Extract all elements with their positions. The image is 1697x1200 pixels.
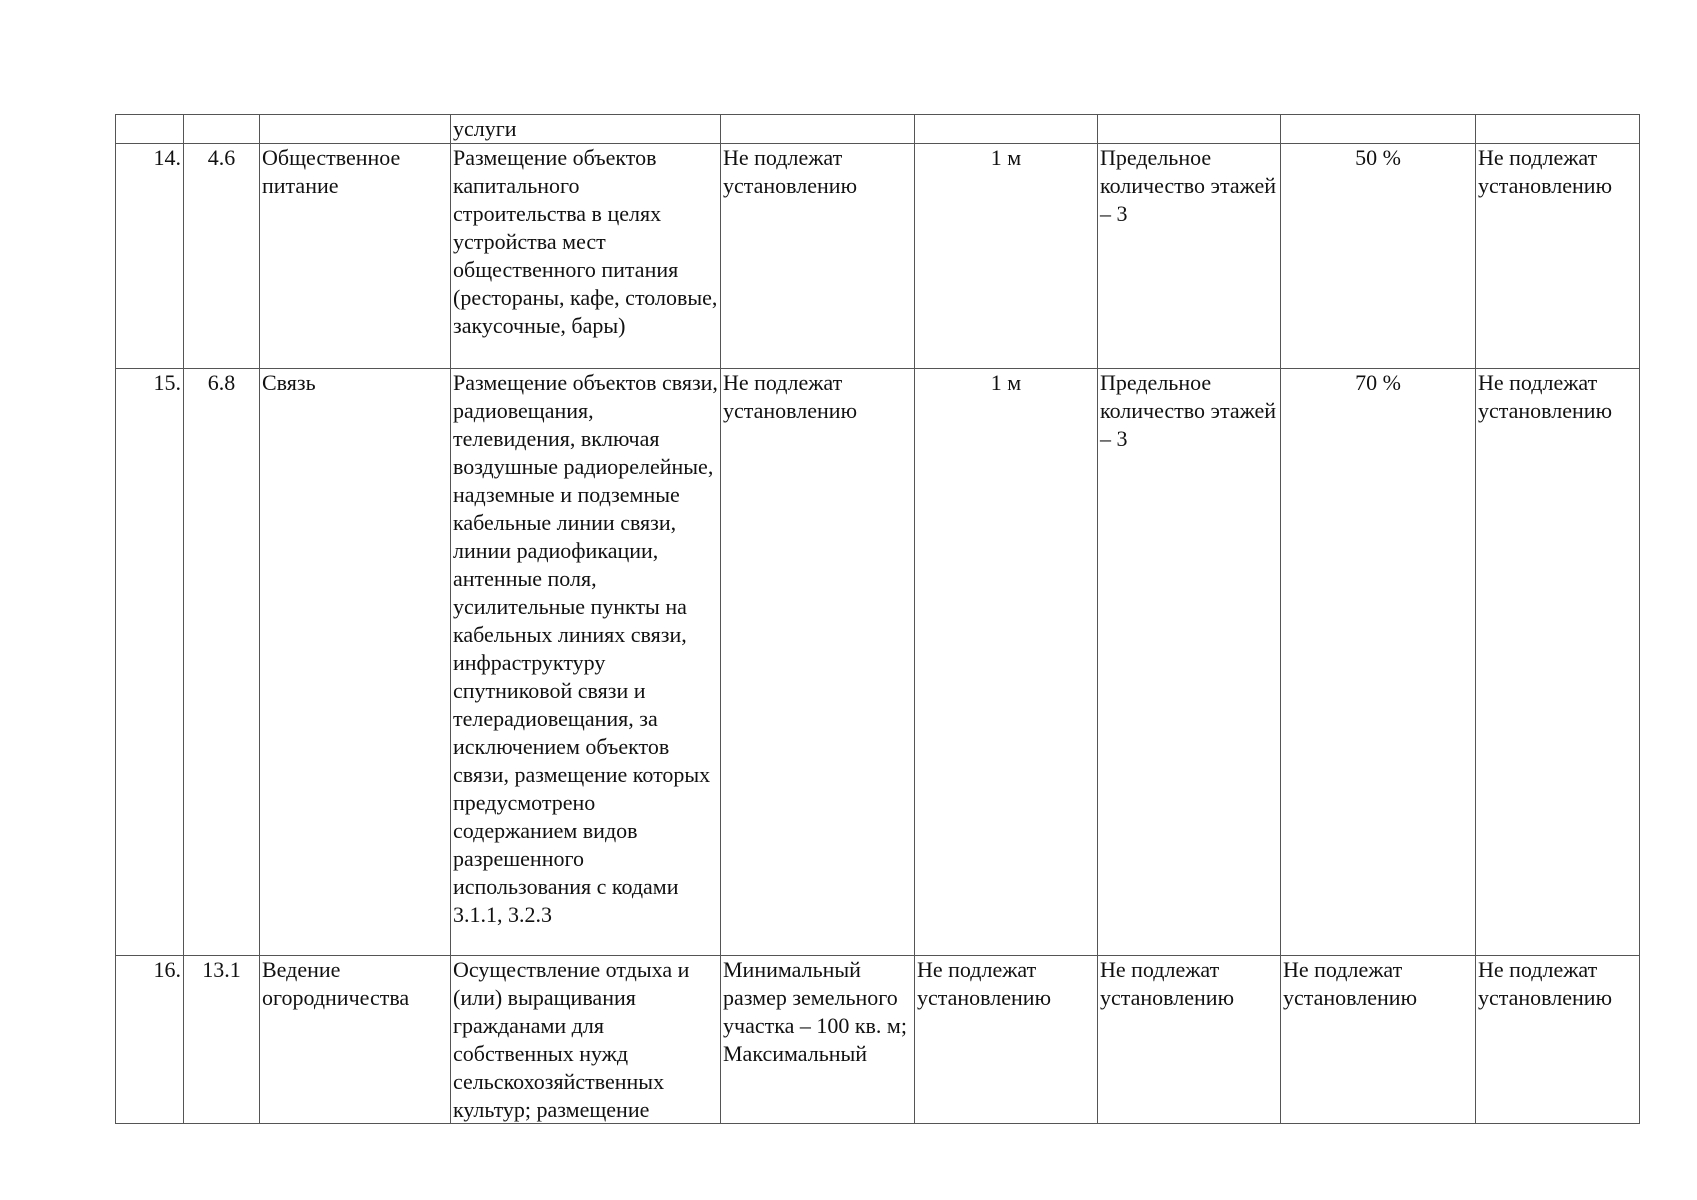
cell-plot-size-text: Минимальный размер земельного участка – 100 кв. м; Максимальный xyxy=(723,957,907,1066)
cell-other: Не подлежат установлению xyxy=(1476,144,1640,369)
cell-empty xyxy=(915,115,1098,144)
table-row xyxy=(116,956,1640,1124)
cell-empty xyxy=(1476,115,1640,144)
cell-use-name: Общественное питание xyxy=(260,144,451,369)
table-row xyxy=(116,144,1640,369)
cell-coverage: Не подлежат установлению xyxy=(1281,956,1476,1124)
cell-description-text: Осуществление отдыха и (или) выращивания гражданами для собственных нужд сельскохозяйственных культур; размещение xyxy=(453,957,690,1122)
cell-coverage: 50 % xyxy=(1281,144,1476,369)
cell-empty xyxy=(184,115,260,144)
cell-description xyxy=(451,956,721,1124)
cell-use-code: 4.6 xyxy=(184,144,260,369)
cell-description: Размещение объектов связи, радиовещания, телевидения, включая воздушные радиорелейные, надземные и подземные кабельные линии связи, линии радиофикации, антенные поля, усилительные пункты на кабельных линиях связи, инфраструктуру спутниковой связи и телерадиовещания, за исключением объектов связи, размещение которых предусмотрено содержанием видов разрешенного использования с кодами 3.1.1, 3.2.3 xyxy=(451,369,721,956)
cell-description: Размещение объектов капитального строительства в целях устройства мест общественного питания (рестораны, кафе, столовые, закусочные, бары) xyxy=(451,144,721,369)
cell-setback: 1 м xyxy=(915,144,1098,369)
cell-empty xyxy=(1098,115,1281,144)
cell-other: Не подлежат установлению xyxy=(1476,956,1640,1124)
cell-empty xyxy=(721,115,915,144)
cell-use-code: 13.1 xyxy=(184,956,260,1124)
cell-floors: Предельное количество этажей – 3 xyxy=(1098,369,1281,956)
cell-use-code: 6.8 xyxy=(184,369,260,956)
cell-description: услуги xyxy=(451,115,721,144)
table-row-continuation xyxy=(116,115,1640,144)
cell-row-number: 14. xyxy=(116,144,184,369)
cell-use-name: Ведение огородничества xyxy=(260,956,451,1124)
cell-use-name: Связь xyxy=(260,369,451,956)
cell-coverage: 70 % xyxy=(1281,369,1476,956)
cell-floors: Предельное количество этажей – 3 xyxy=(1098,144,1281,369)
cell-other: Не подлежат установлению xyxy=(1476,369,1640,956)
cell-plot-size: Не подлежат установлению xyxy=(721,369,915,956)
cell-plot-size: Не подлежат установлению xyxy=(721,144,915,369)
cell-empty xyxy=(260,115,451,144)
cell-empty xyxy=(116,115,184,144)
cell-setback: Не подлежат установлению xyxy=(915,956,1098,1124)
cell-row-number: 15. xyxy=(116,369,184,956)
cell-plot-size xyxy=(721,956,915,1124)
cell-row-number: 16. xyxy=(116,956,184,1124)
table-row xyxy=(116,369,1640,956)
land-use-table xyxy=(115,114,1640,1124)
cell-empty xyxy=(1281,115,1476,144)
cell-setback: 1 м xyxy=(915,369,1098,956)
cell-floors: Не подлежат установлению xyxy=(1098,956,1281,1124)
